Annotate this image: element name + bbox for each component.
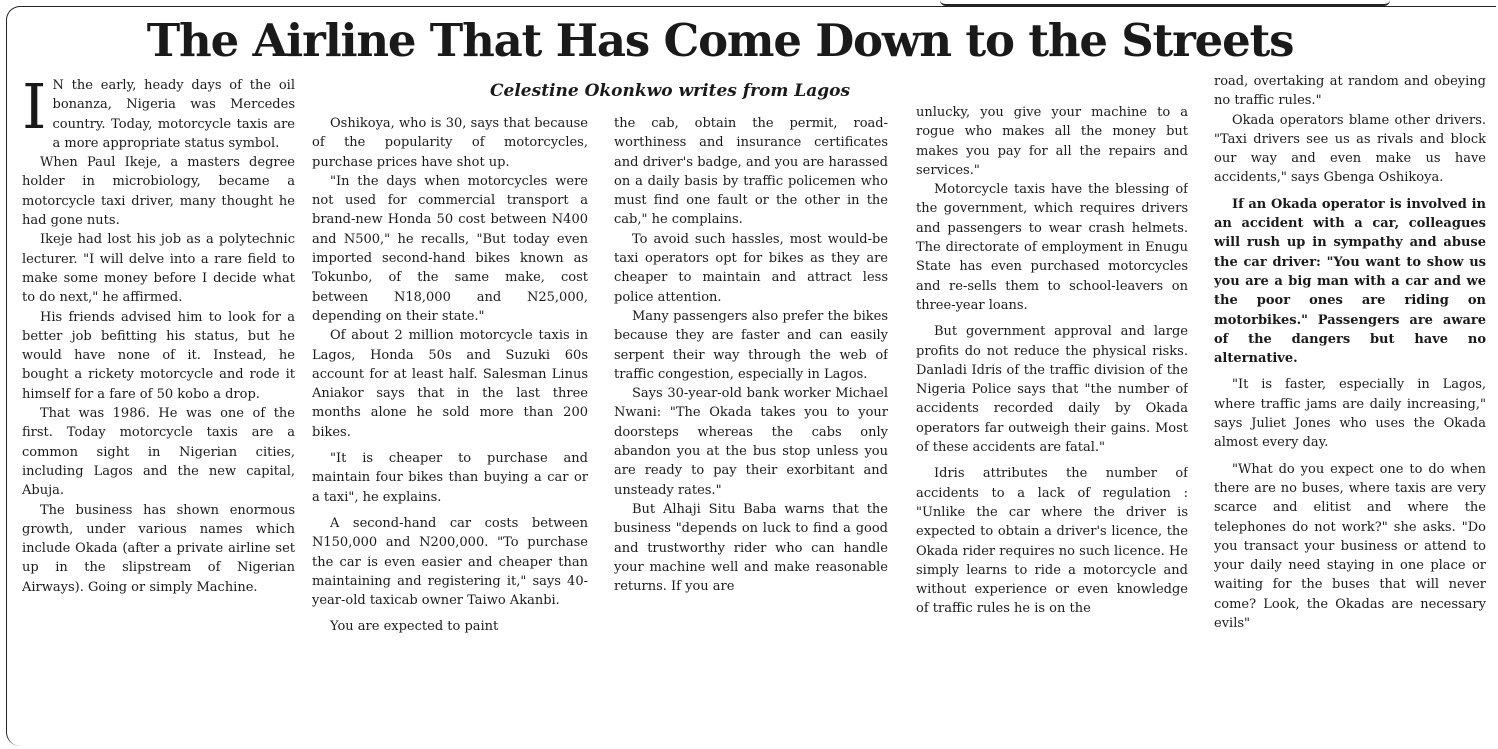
- paragraph: The business has shown enormous growth, under various names which include Okada (after a private airline set up in the slipstream of Nigerian Airways). Going or simply Machine.: [22, 502, 295, 595]
- paragraph: "What do you expect one to do when there are no buses, where taxis are very scarce and elitist and where the telephones do not work?" she asks. "Do you transact your business or attend to your daily need staying in one place or waiting for the buses that will never come? Look, the Okadas are necessary evils": [1214, 461, 1486, 632]
- byline: Celestine Okonkwo writes from Lagos: [490, 81, 851, 101]
- paragraph: road, overtaking at random and obeying no traffic rules.": [1214, 74, 1486, 109]
- paragraph: Of about 2 million motorcycle taxis in Lagos, Honda 50s and Suzuki 60s account for at least half. Salesman Linus Aniakor says that in the last three months alone he sold more than 200 bikes.: [312, 328, 588, 440]
- paragraph: "It is cheaper to purchase and maintain four bikes than buying a car or a taxi", he explains.: [312, 451, 588, 505]
- paragraph: Oshikoya, who is 30, says that because of the popularity of motorcycles, purchase prices have shot up.: [312, 116, 588, 170]
- paragraph: Says 30-year-old bank worker Michael Nwani: "The Okada takes you to your doorsteps whereas the cabs only abandon you at the bus stop unless you are ready to pay their exorbitant and unsteady rates.": [614, 386, 888, 498]
- paragraph: "In the days when motorcycles were not used for commercial transport a brand-new Honda 50 cost between N400 and N500," he recalls, "But today even imported second-hand bikes known as Tokunbo, of the same make, cost between N18,000 and N25,000, depending on their state.": [312, 173, 588, 324]
- column-2: [312, 114, 588, 744]
- paragraph: Motorcycle taxis have the blessing of the government, which requires drivers and passengers to wear crash helmets. The directorate of employment in Enugu State has even purchased motorcycles and re-sells them to school-leavers on three-year loans.: [916, 182, 1188, 313]
- paragraph: When Paul Ikeje, a masters degree holder in microbiology, became a motorcycle taxi driver, many thought he had gone nuts.: [22, 155, 295, 229]
- paragraph: N the early, heady days of the oil bonanza, Nigeria was Mercedes country. Today, motorcycle taxis are a more appropriate status symbol.: [52, 78, 295, 151]
- paragraph: You are expected to paint: [330, 619, 499, 635]
- paragraph: But Alhaji Situ Baba warns that the business "depends on luck to find a good and trustworthy rider who can handle your machine well and make reasonable returns. If you are: [614, 501, 888, 595]
- paragraph: His friends advised him to look for a better job befitting his status, but he would have none of it. Instead, he bought a rickety motorcycle and rode it himself for a fare of 50 kobo a drop.: [22, 309, 295, 402]
- paragraph: If an Okada operator is involved in an accident with a car, colleagues will rush up in sympathy and abuse the car driver: "You want to show us you are a big man with a car and we the poor ones are riding on motorbikes." Passengers are aware of the dangers but have no alternative.: [1214, 196, 1486, 367]
- paragraph: Ikeje had lost his job as a polytechnic lecturer. "I will delve into a rare field to make some money before I decide what to do next," he affirmed.: [22, 232, 295, 306]
- paragraph: That was 1986. He was one of the first. Today motorcycle taxis are a common sight in Nigerian cities, including Lagos and the new capital, Abuja.: [22, 406, 295, 499]
- headline: The Airline That Has Come Down to the Streets: [146, 14, 1294, 67]
- column-3: [614, 114, 888, 744]
- paragraph: A second-hand car costs between N150,000 and N200,000. "To purchase the car is even easier and cheaper than maintaining and registering it," says 40-year-old taxicab owner Taiwo Akanbi.: [312, 515, 588, 609]
- paragraph: unlucky, you give your machine to a rogue who makes all the money but makes you pay for all the repairs and services.": [916, 105, 1188, 178]
- column-1: [22, 76, 295, 744]
- paragraph: To avoid such hassles, most would-be taxi operators opt for bikes as they are cheaper to maintain and attract less police attention.: [614, 231, 888, 305]
- drop-cap: I: [22, 76, 47, 143]
- paragraph: the cab, obtain the permit, road-worthiness and insurance certificates and driver's badge, and you are harassed on a daily basis by traffic policemen who must find one fault or the other in the cab," he complains.: [614, 116, 888, 228]
- paragraph: Many passengers also prefer the bikes because they are faster and can easily serpent their way through the web of traffic congestion, especially in Lagos.: [614, 308, 888, 382]
- paragraph: But government approval and large profits do not reduce the physical risks. Danladi Idris of the traffic division of the Nigeria Police says that "the number of accidents recorded daily by Okada operators far outweigh their gains. Most of these accidents are fatal.": [916, 324, 1188, 456]
- top-rule: [940, 0, 1390, 6]
- column-4: [916, 103, 1188, 744]
- column-5: [1214, 72, 1486, 744]
- paragraph: "It is faster, especially in Lagos, where traffic jams are daily increasing," says Juliet Jones who uses the Okada almost every day.: [1214, 377, 1486, 451]
- paragraph: Idris attributes the number of accidents to a lack of regulation : "Unlike the car where the driver is expected to obtain a driver's licence, the Okada rider requires no such licence. He simply learns to ride a motorcycle and without experience or even knowledge of traffic rules he is on the: [916, 466, 1188, 617]
- paragraph: Okada operators blame other drivers. "Taxi drivers see us as rivals and block our way and even make us have accidents," says Gbenga Oshikoya.: [1214, 112, 1486, 186]
